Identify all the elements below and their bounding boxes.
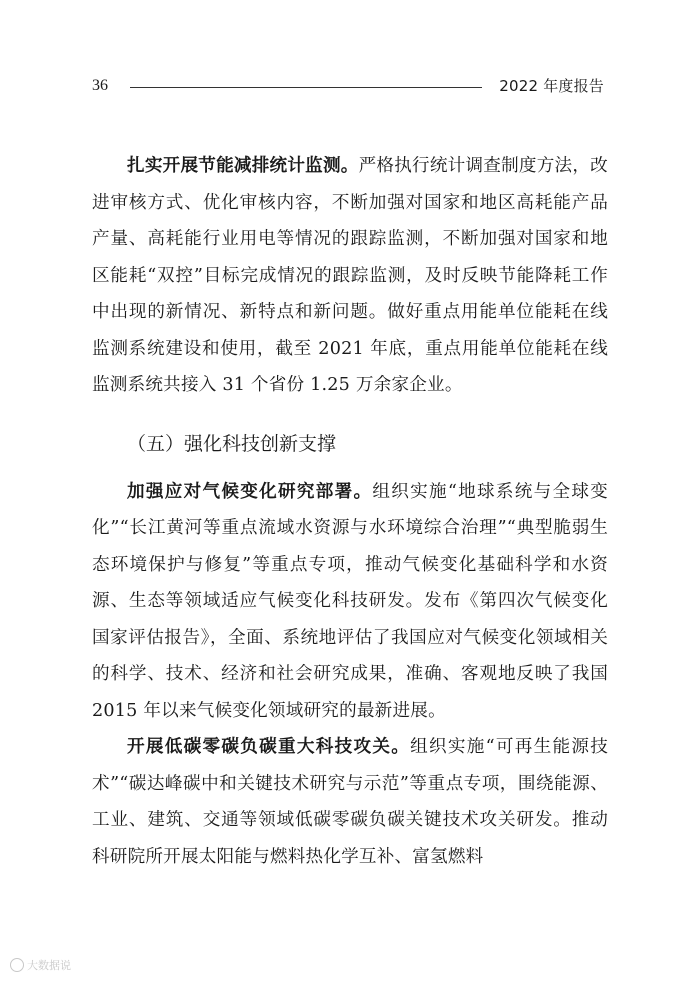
watermark-text: 大数据说 <box>27 959 71 972</box>
watermark <box>10 956 71 974</box>
section-heading: （五）强化科技创新支撑 <box>127 432 337 455</box>
paragraph-lead: 扎实开展节能减排统计监测。 <box>127 156 359 176</box>
paragraph-body: 组织实施“可再生能源技术”“碳达峰碳中和关键技术研究与示范”等重点专项，围绕能源、工业、建筑、交通等领域低碳零碳负碳关键技术攻关研发。推动科研院所开展太阳能与燃料热化学互补、富氢燃料 <box>92 737 608 867</box>
header-rule <box>130 87 482 88</box>
page-header <box>92 76 604 98</box>
header-title: 2022 年度报告 <box>499 77 604 95</box>
paragraph-body: 严格执行统计调查制度方法，改进审核方式、优化审核内容，不断加强对国家和地区高耗能产品产量、高耗能行业用电等情况的跟踪监测，不断加强对国家和地区能耗“双控”目标完成情况的跟踪监测，及时反映节能降耗工作中出现的新情况、新特点和新问题。做好重点用能单位能耗在线监测系统建设和使用，截至 2021 年底，重点用能单位能耗在线监测系统共接入 31 个省份 1.25 万余家企业。 <box>92 156 608 395</box>
paragraph-climate-research <box>92 474 608 730</box>
paragraph-body: 组织实施“地球系统与全球变化”“长江黄河等重点流域水资源与水环境综合治理”“典型脆弱生态环境保护与修复”等重点专项，推动气候变化基础科学和水资源、生态等领域适应气候变化科技研发。发布《第四次气候变化国家评估报告》，全面、系统地评估了我国应对气候变化领域相关的科学、技术、经济和社会研究成果，准确、客观地反映了我国 2015 年以来气候变化领域研究的最新进展。 <box>92 481 608 721</box>
watermark-logo-icon <box>10 958 24 972</box>
paragraph-low-carbon-tech <box>92 729 608 875</box>
page-number: 36 <box>92 77 108 94</box>
paragraph-energy-monitoring <box>92 148 608 404</box>
body-content <box>92 148 608 875</box>
paragraph-lead: 开展低碳零碳负碳重大科技攻关。 <box>127 737 411 757</box>
paragraph-lead: 加强应对气候变化研究部署。 <box>127 481 373 502</box>
